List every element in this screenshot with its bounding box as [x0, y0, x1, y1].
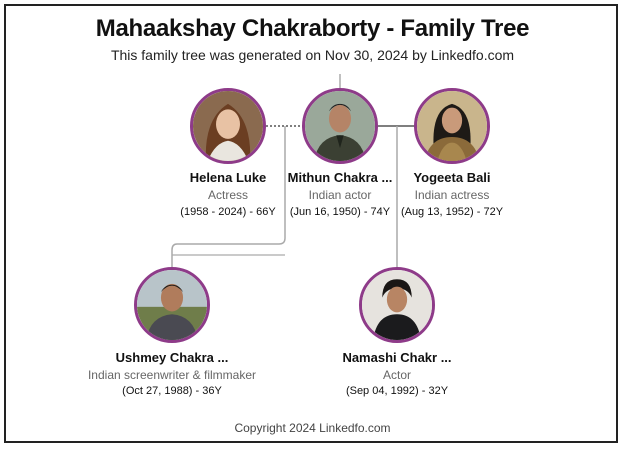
copyright-footer: Copyright 2024 Linkedfo.com	[234, 421, 391, 435]
portrait-icon	[137, 270, 207, 340]
person-dates-helena: (1958 - 2024) - 66Y	[180, 206, 276, 218]
photo-ushmey[interactable]	[134, 267, 210, 343]
person-name-mithun[interactable]: Mithun Chakra ...	[287, 170, 393, 185]
photo-helena-luke[interactable]	[190, 88, 266, 164]
person-name-ushmey[interactable]: Ushmey Chakra ...	[115, 350, 229, 365]
person-dates-namashi: (Sep 04, 1992) - 32Y	[345, 385, 449, 397]
person-role-helena: Actress	[207, 188, 248, 202]
portrait-icon	[362, 270, 432, 340]
photo-yogeeta-bali[interactable]	[414, 88, 490, 164]
page-title: Mahaakshay Chakraborty - Family Tree	[95, 15, 530, 42]
person-name-yogeeta[interactable]: Yogeeta Bali	[413, 170, 491, 185]
photo-mithun[interactable]	[302, 88, 378, 164]
person-dates-yogeeta: (Aug 13, 1952) - 72Y	[400, 206, 504, 218]
person-role-mithun: Indian actor	[308, 188, 372, 202]
page-subtitle: This family tree was generated on Nov 30, 2024 by Linkedfo.com	[110, 47, 515, 63]
person-role-namashi: Actor	[382, 368, 411, 382]
person-role-yogeeta: Indian actress	[414, 188, 490, 202]
portrait-icon	[193, 91, 263, 161]
person-dates-ushmey: (Oct 27, 1988) - 36Y	[122, 385, 222, 397]
person-dates-mithun: (Jun 16, 1950) - 74Y	[289, 206, 391, 218]
portrait-icon	[305, 91, 375, 161]
person-name-namashi[interactable]: Namashi Chakr ...	[342, 350, 452, 365]
person-name-helena[interactable]: Helena Luke	[189, 170, 267, 185]
photo-namashi[interactable]	[359, 267, 435, 343]
portrait-icon	[417, 91, 487, 161]
person-role-ushmey: Indian screenwriter & filmmaker	[87, 368, 257, 382]
